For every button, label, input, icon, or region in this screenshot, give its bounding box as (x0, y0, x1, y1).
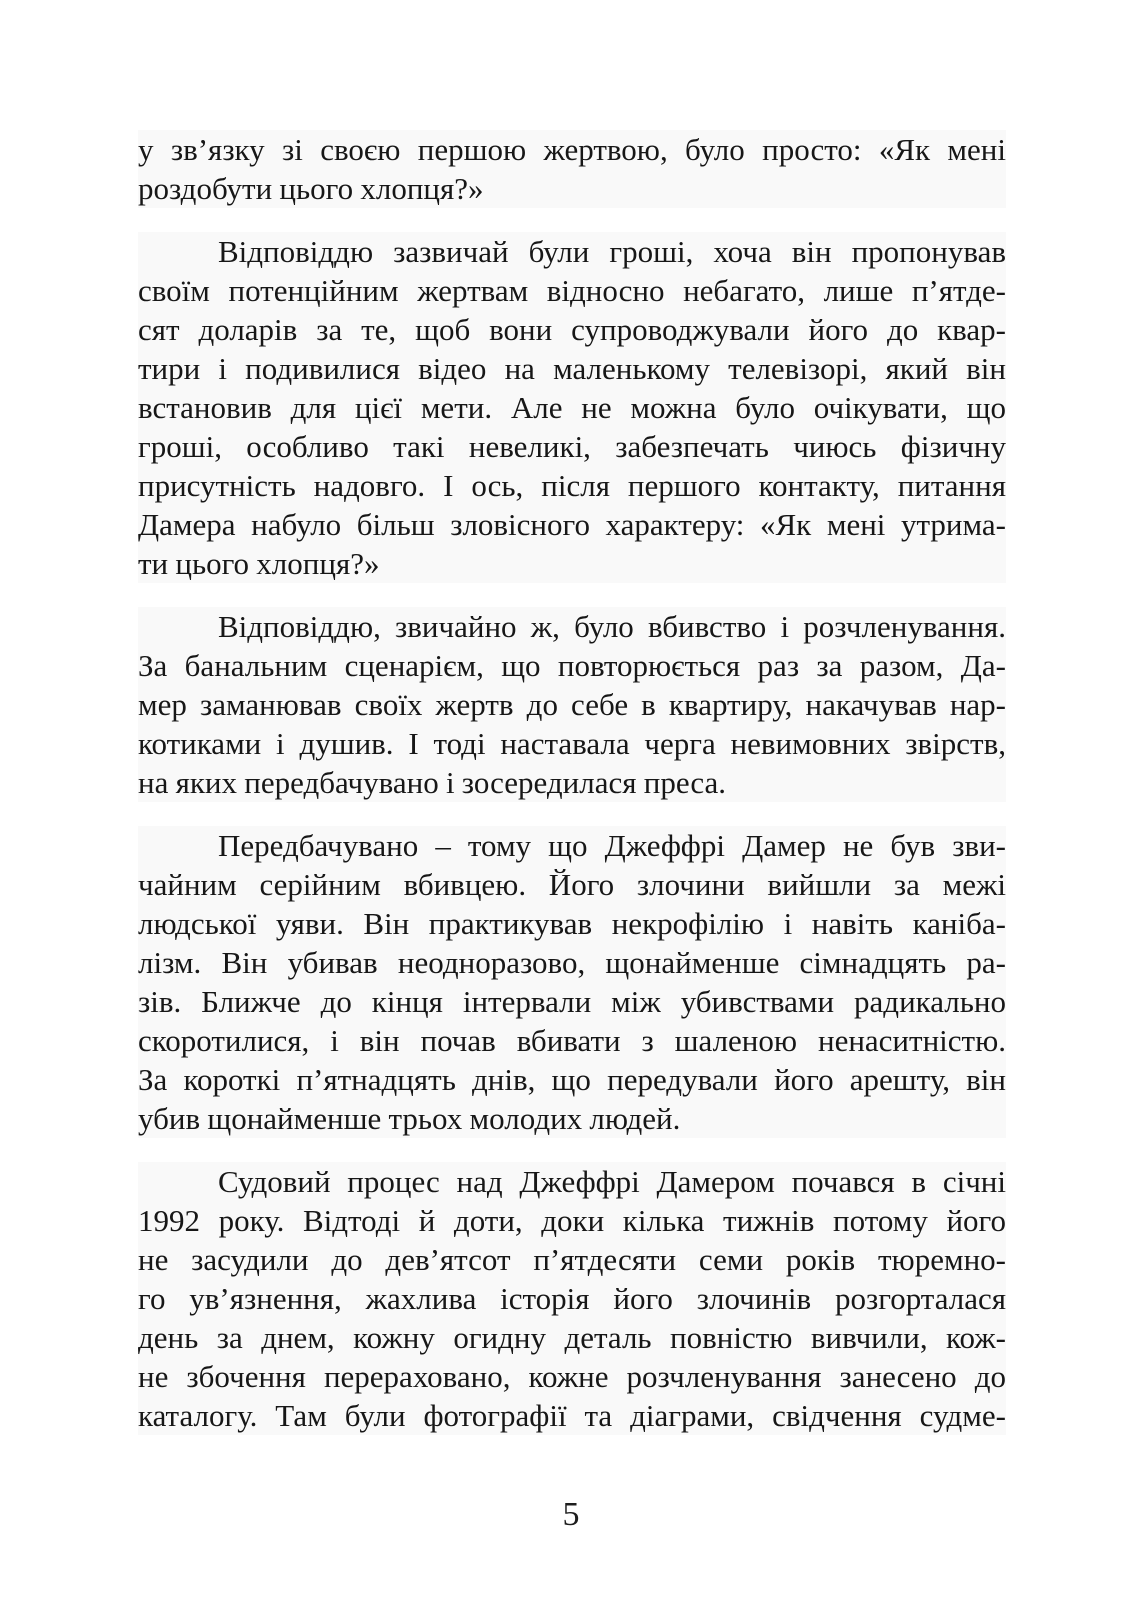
text-line: убив щонайменше трьох молодих людей. (138, 1099, 1006, 1138)
text-line: За короткі п’ятнадцять днів, що передували його арешту, він (138, 1062, 1006, 1097)
text-line: своїм потенційним жертвам відносно небагато, лише п’ятде- (138, 273, 1006, 308)
text-line: день за днем, кожну огидну деталь повністю вивчили, кож- (138, 1320, 1006, 1355)
text-line: не засудили до дев’ятсот п’ятдесяти семи років тюремно- (138, 1242, 1006, 1277)
text-line: котиками і душив. І тоді наставала черга невимовних звірств, (138, 726, 1006, 761)
text-line: 1992 року. Відтоді й доти, доки кілька тижнів потому його (138, 1203, 1006, 1238)
text-line: мер заманював своїх жертв до себе в квартиру, накачував нар- (138, 687, 1006, 722)
text-line: гроші, особливо такі невеликі, забезпечать чиюсь фізичну (138, 429, 1006, 464)
text-line: сят доларів за те, щоб вони супроводжували його до квар- (138, 312, 1006, 347)
text-line: зів. Ближче до кінця інтервали між убивствами радикально (138, 984, 1006, 1019)
text-line: каталогу. Там були фотографії та діаграми, свідчення судме- (138, 1398, 1006, 1433)
page-number: 5 (562, 1496, 580, 1533)
text-line: встановив для цієї мети. Але не можна було очікувати, що (138, 390, 1006, 425)
text-line: Судовий процес над Джеффрі Дамером почався в січні (138, 1162, 1006, 1201)
text-line: Відповіддю, звичайно ж, було вбивство і розчленування. (138, 607, 1006, 646)
paragraph (138, 232, 1006, 583)
text-line: Відповіддю зазвичай були гроші, хоча він пропонував (138, 232, 1006, 271)
paragraph (138, 1162, 1006, 1435)
text-line: людської уяви. Він практикував некрофілію і навіть каніба- (138, 906, 1006, 941)
text-line: Дамера набуло більш зловісного характеру: «Як мені утрима- (138, 507, 1006, 542)
paragraph (138, 826, 1006, 1138)
text-line: лізм. Він убивав неодноразово, щонайменше сімнадцять ра- (138, 945, 1006, 980)
text-line: го ув’язнення, жахлива історія його злочинів розгорталася (138, 1281, 1006, 1316)
text-line: ти цього хлопця?» (138, 544, 1006, 583)
text-line: присутність надовго. І ось, після першого контакту, питання (138, 468, 1006, 503)
text-line: роздобути цього хлопця?» (138, 169, 1006, 208)
text-line: чайним серійним вбивцею. Його злочини вийшли за межі (138, 867, 1006, 902)
text-line: у зв’язку зі своєю першою жертвою, було просто: «Як мені (138, 132, 1006, 167)
text-block (138, 130, 1006, 1435)
text-line: За банальним сценарієм, що повторюється раз за разом, Да- (138, 648, 1006, 683)
text-line: скоротилися, і він почав вбивати з шаленою ненаситністю. (138, 1023, 1006, 1058)
text-line: не збочення перераховано, кожне розчленування занесено до (138, 1359, 1006, 1394)
text-line: на яких передбачувано і зосередилася преса. (138, 763, 1006, 802)
paragraph (138, 130, 1006, 208)
text-line: Передбачувано – тому що Джеффрі Дамер не був зви- (138, 826, 1006, 865)
paragraph (138, 607, 1006, 802)
text-line: тири і подивилися відео на маленькому телевізорі, який він (138, 351, 1006, 386)
